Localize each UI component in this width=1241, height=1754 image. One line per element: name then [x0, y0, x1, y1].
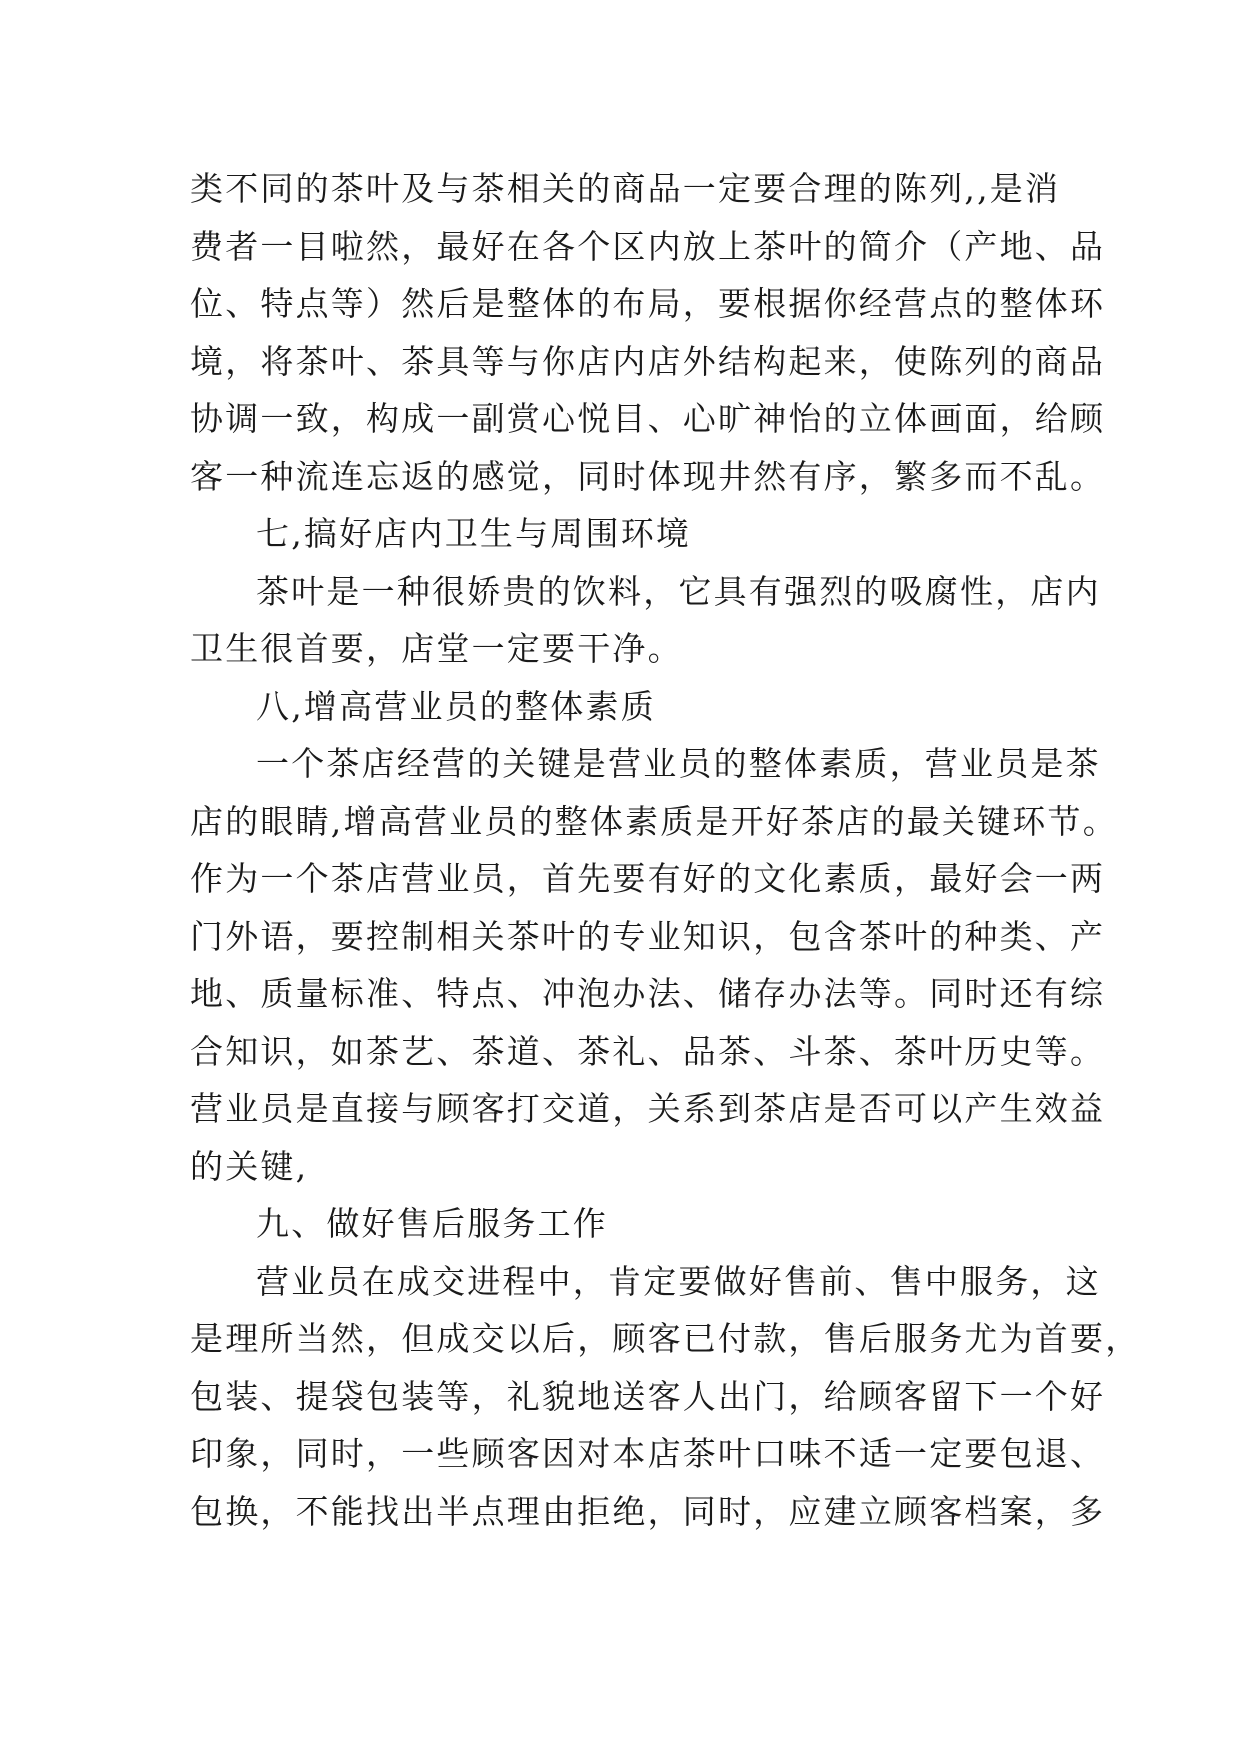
paragraph-start-line: 茶叶是一种很娇贵的饮料，它具有强烈的吸腐性，店内: [256, 571, 1101, 611]
text-line: 门外语，要控制相关茶叶的专业知识，包含茶叶的种类、产: [190, 916, 1106, 956]
text-line: 包换，不能找出半点理由拒绝，同时，应建立顾客档案，多: [190, 1491, 1106, 1531]
paragraph-start-line: 营业员在成交进程中，肯定要做好售前、售中服务，这: [256, 1261, 1101, 1301]
paragraph-start-line: 七,搞好店内卫生与周围环境: [256, 514, 692, 553]
text-line: 印象，同时，一些顾客因对本店茶叶口味不适一定要包退、: [190, 1434, 1106, 1473]
text-line: 卫生很首要，店堂一定要干净。: [190, 629, 683, 668]
text-line: 费者一目啦然，最好在各个区内放上茶叶的简介（产地、品: [190, 226, 1106, 266]
text-line: 地、质量标准、特点、冲泡办法、储存办法等。同时还有综: [190, 974, 1106, 1013]
text-line: 营业员是直接与顾客打交道，关系到茶店是否可以产生效益: [190, 1089, 1106, 1128]
text-line: 类不同的茶叶及与茶相关的商品一定要合理的陈列,,是消: [190, 169, 1061, 208]
text-line: 是理所当然，但成交以后，顾客已付款，售后服务尤为首要，: [190, 1319, 1141, 1358]
text-line: 客一种流连忘返的感觉，同时体现井然有序，繁多而不乱。: [190, 456, 1106, 496]
paragraph-start-line: 八,增高营业员的整体素质: [256, 686, 656, 726]
text-line: 店的眼睛,增高营业员的整体素质是开好茶店的最关键环节。: [190, 801, 1118, 841]
text-line: 合知识，如茶艺、茶道、茶礼、品茶、斗茶、茶叶历史等。: [190, 1031, 1106, 1071]
body-text: [190, 160, 1141, 1540]
text-line: 的关键,: [190, 1146, 309, 1186]
text-line: 作为一个茶店营业员，首先要有好的文化素质，最好会一两: [190, 859, 1106, 898]
text-line: 境，将茶叶、茶具等与你店内店外结构起来，使陈列的商品: [190, 341, 1106, 381]
text-line: 位、特点等）然后是整体的布局，要根据你经营点的整体环: [190, 284, 1106, 323]
paragraph-start-line: 九、做好售后服务工作: [256, 1204, 608, 1243]
paragraph-start-line: 一个茶店经营的关键是营业员的整体素质，营业员是茶: [256, 744, 1101, 783]
text-line: 协调一致，构成一副赏心悦目、心旷神怡的立体画面，给顾: [190, 399, 1106, 438]
text-line: 包装、提袋包装等，礼貌地送客人出门，给顾客留下一个好: [190, 1376, 1106, 1416]
